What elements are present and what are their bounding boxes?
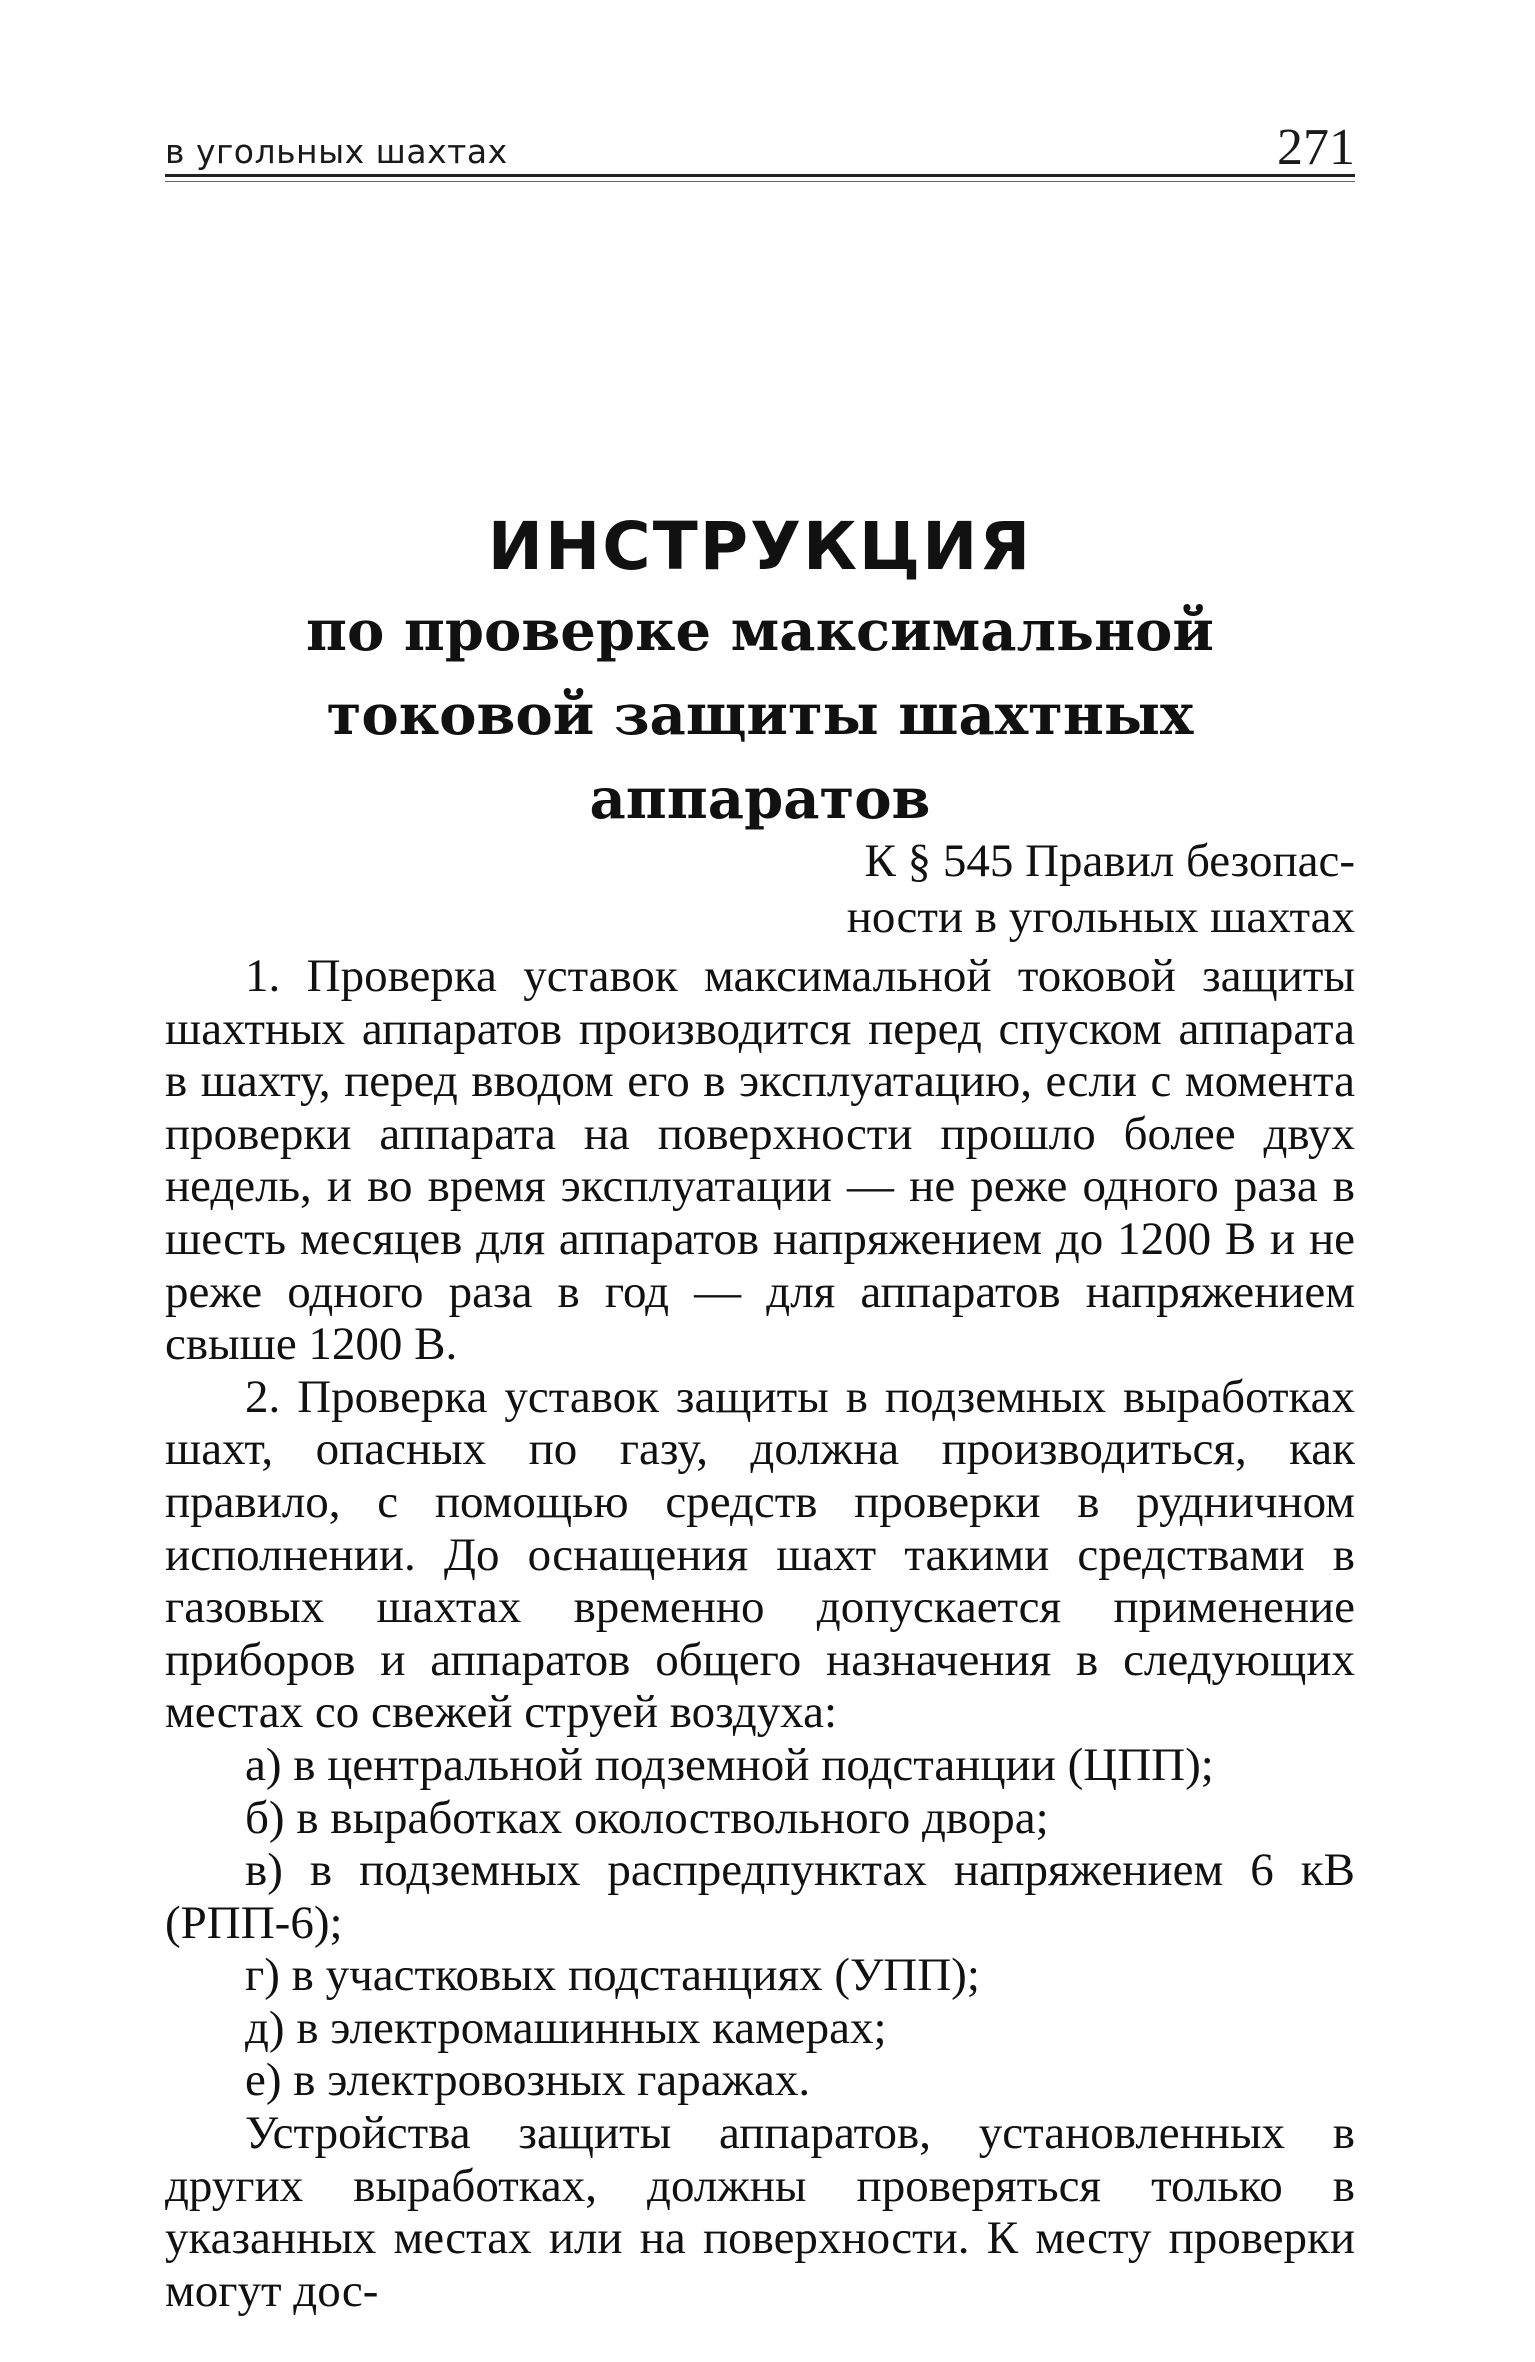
document-title <box>165 505 1355 841</box>
paragraph-1: 1. Проверка уставок максимальной токовой защиты шахтных аппаратов производится перед спуском аппарата в шахту, перед вводом его в эксплуатацию, если с момента проверки аппарата на поверхности прошло более двух недель, и во время эксплуатации — не реже одного раза в шесть месяцев для аппаратов напряжением до 1200 В и не реже одного раза в год — для аппаратов напряжением свыше 1200 В. <box>165 950 1355 1371</box>
reference-note <box>815 833 1355 945</box>
reference-line-2: ности в угольных шахтах <box>846 891 1355 943</box>
list-item-v: в) в подземных распредпунктах напряжением 6 кВ (РПП-6); <box>165 1844 1355 1949</box>
document-page <box>165 0 1355 2362</box>
body-text <box>165 950 1355 2317</box>
title-line-4: аппаратов <box>589 766 931 832</box>
list-item-b: б) в выработках околоствольного двора; <box>245 1791 1049 1844</box>
running-title: в угольных шахтах <box>165 132 508 171</box>
list-item-e: е) в электровозных гаражах. <box>245 2054 811 2107</box>
header-rule <box>165 174 1355 177</box>
list-item-d: д) в электромашинных камерах; <box>245 2001 887 2054</box>
reference-line-1: К § 545 Правил безопас- <box>864 835 1355 887</box>
header-rule-thin <box>165 181 1355 182</box>
page-number: 271 <box>1277 119 1355 176</box>
title-line-2: по проверке максимальной <box>306 598 1214 664</box>
paragraph-2: 2. Проверка уставок защиты в подземных выработках шахт, опасных по газу, должна производиться, как правило, с помощью средств проверки в рудничном исполнении. До оснащения шахт такими средствами в газовых шахтах временно допускается применение приборов и аппаратов общего назначения в следующих местах со свежей струей воздуха: <box>165 1370 1355 1739</box>
paragraph-3: Устройства защиты аппаратов, установленных в других выработках, должны проверяться только в указанных местах или на поверхности. К месту проверки могут дос- <box>165 2107 1355 2317</box>
list-item-g: г) в участковых подстанциях (УПП); <box>245 1949 980 2002</box>
title-line-3: токовой защиты шахтных <box>326 682 1194 748</box>
running-header <box>165 118 1355 178</box>
list-item-a: а) в центральной подземной подстанции (ЦПП); <box>245 1738 1214 1791</box>
title-main: ИНСТРУКЦИЯ <box>487 508 1033 585</box>
